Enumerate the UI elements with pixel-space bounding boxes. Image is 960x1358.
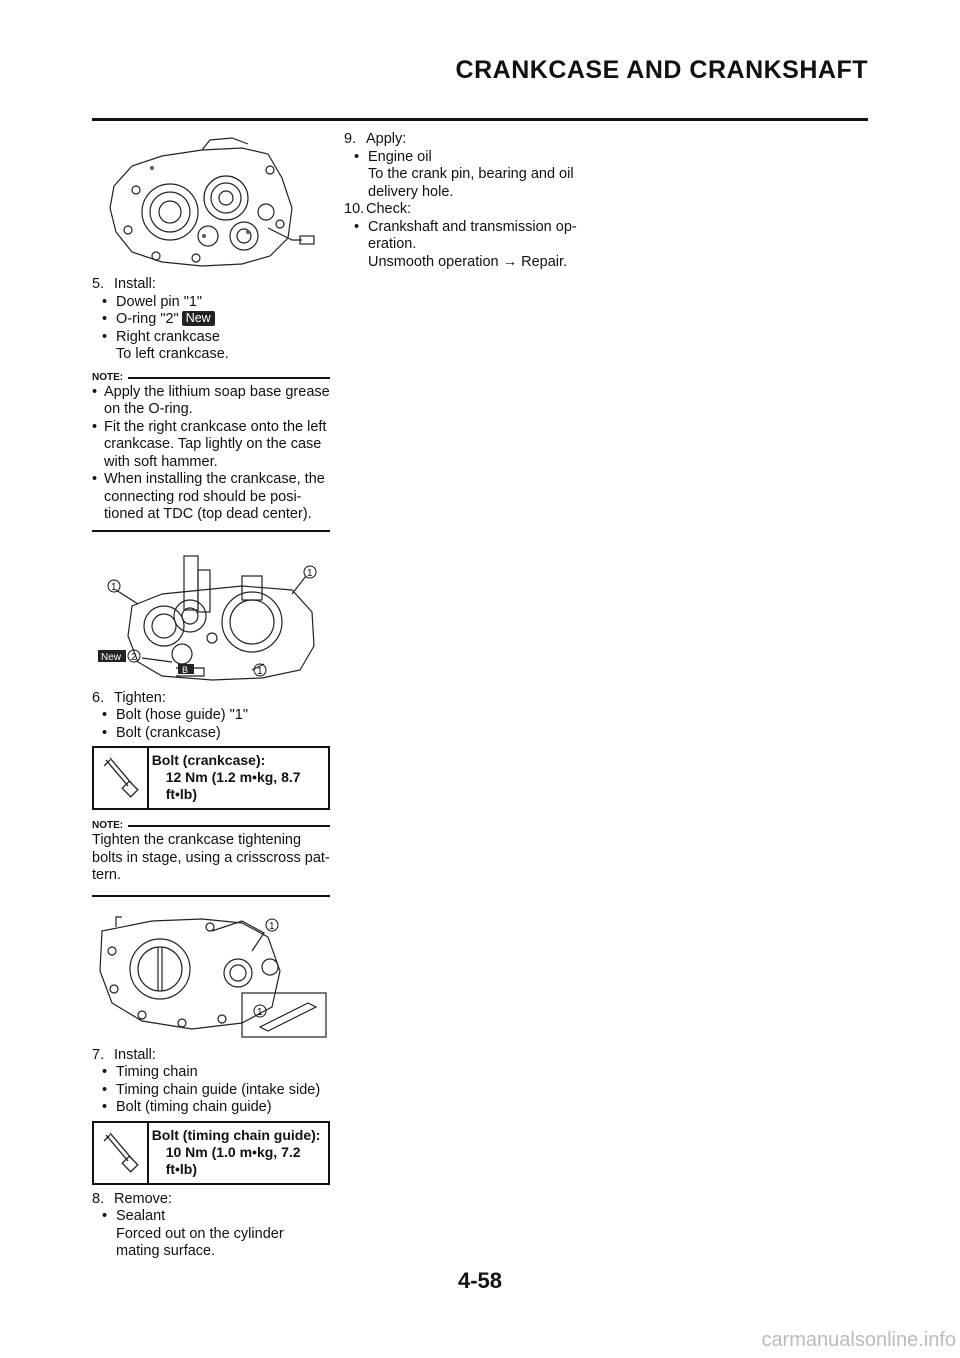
note-item: • Fit the right crankcase onto the left crankcase. Tap lightly on the case with soft hammer. xyxy=(92,418,327,470)
step-6 xyxy=(92,690,330,743)
step-number: 9. xyxy=(344,131,357,147)
list-item: • Crankshaft and transmission op-eration. xyxy=(354,218,577,252)
note-heading: NOTE: xyxy=(92,820,124,831)
step-5 xyxy=(92,276,330,364)
step-number: 8. xyxy=(92,1190,105,1207)
list-item: • Right crankcase xyxy=(102,328,220,345)
note-text: Tighten the crankcase tightening bolts in stage, using a crisscross pat-tern. xyxy=(92,832,330,883)
list-item: • Bolt (hose guide) "1" xyxy=(102,707,249,723)
spec-value: 10 Nm (1.0 m•kg, 7.2 ft•lb) xyxy=(165,1143,301,1177)
crankcase-figure-3 xyxy=(92,911,330,1041)
torque-spec-box xyxy=(92,746,330,810)
arrow-icon: → xyxy=(502,253,518,270)
step-10 xyxy=(344,201,604,271)
crankcase-figure-1 xyxy=(92,128,330,270)
page-number: 4-58 xyxy=(457,1268,503,1293)
callout-1: 1 xyxy=(269,920,275,932)
sub-text: To left crankcase. xyxy=(116,346,229,362)
step-9 xyxy=(344,131,604,201)
torque-wrench-icon xyxy=(94,748,149,808)
crankcase-figure-2 xyxy=(92,546,330,684)
list-item: • Engine oil xyxy=(354,148,432,165)
list-item: • O-ring "2" New xyxy=(92,311,330,329)
torque-wrench-icon xyxy=(94,1123,149,1183)
new-badge: New xyxy=(182,311,215,326)
watermark: carmanualsonline.info xyxy=(761,1329,956,1351)
note-item: • When installing the crankcase, the connecting rod should be posi-tioned at TDC (top dead center). xyxy=(92,471,325,522)
new-tag: New xyxy=(101,651,122,663)
list-item: • Dowel pin "1" xyxy=(102,293,203,310)
list-item: • Bolt (crankcase) xyxy=(102,724,221,741)
callout-1: 1 xyxy=(111,581,117,593)
sub-text: Forced out on the cylinder mating surface. xyxy=(116,1225,284,1259)
step-7 xyxy=(92,1047,330,1117)
callout-1: 1 xyxy=(257,1006,263,1018)
list-item: • Timing chain guide (intake side) xyxy=(102,1081,321,1098)
step-number: 5. xyxy=(92,276,105,292)
step-label: Tighten: xyxy=(114,689,166,706)
page-title: CRANKCASE AND CRANKSHAFT xyxy=(455,56,868,84)
callout-1: 1 xyxy=(257,665,263,677)
note-box xyxy=(92,820,330,897)
step-label: Install: xyxy=(114,276,156,292)
sub-text: Unsmooth operation → Repair. xyxy=(368,253,568,270)
step-label: Remove: xyxy=(114,1190,173,1207)
spec-title: Bolt (timing chain guide): xyxy=(151,1126,321,1143)
title-rule xyxy=(92,118,868,121)
sub-text: To the crank pin, bearing and oil delivery hole. xyxy=(368,166,574,200)
step-number: 7. xyxy=(92,1046,105,1063)
step-label: Apply: xyxy=(366,131,407,147)
list-item: • Bolt (timing chain guide) xyxy=(102,1099,272,1115)
torque-spec-box xyxy=(92,1121,330,1185)
step-label: Check: xyxy=(366,201,412,217)
left-column xyxy=(92,128,330,1261)
list-item: • Sealant xyxy=(102,1208,166,1224)
step-label: Install: xyxy=(114,1046,156,1063)
list-item: • Timing chain xyxy=(102,1064,198,1080)
note-box xyxy=(92,372,330,532)
spec-value: 12 Nm (1.2 m•kg, 8.7 ft•lb) xyxy=(165,769,301,802)
right-column xyxy=(344,131,604,271)
step-8 xyxy=(92,1191,330,1261)
note-heading: NOTE: xyxy=(92,371,124,383)
step-number: 10. xyxy=(344,201,365,217)
b-tag: B xyxy=(182,664,189,675)
spec-title: Bolt (crankcase): xyxy=(151,752,266,768)
callout-1: 1 xyxy=(307,567,313,579)
callout-2: 2 xyxy=(131,651,137,663)
step-number: 6. xyxy=(92,689,105,706)
note-item: • Apply the lithium soap base grease on the O-ring. xyxy=(92,383,330,417)
